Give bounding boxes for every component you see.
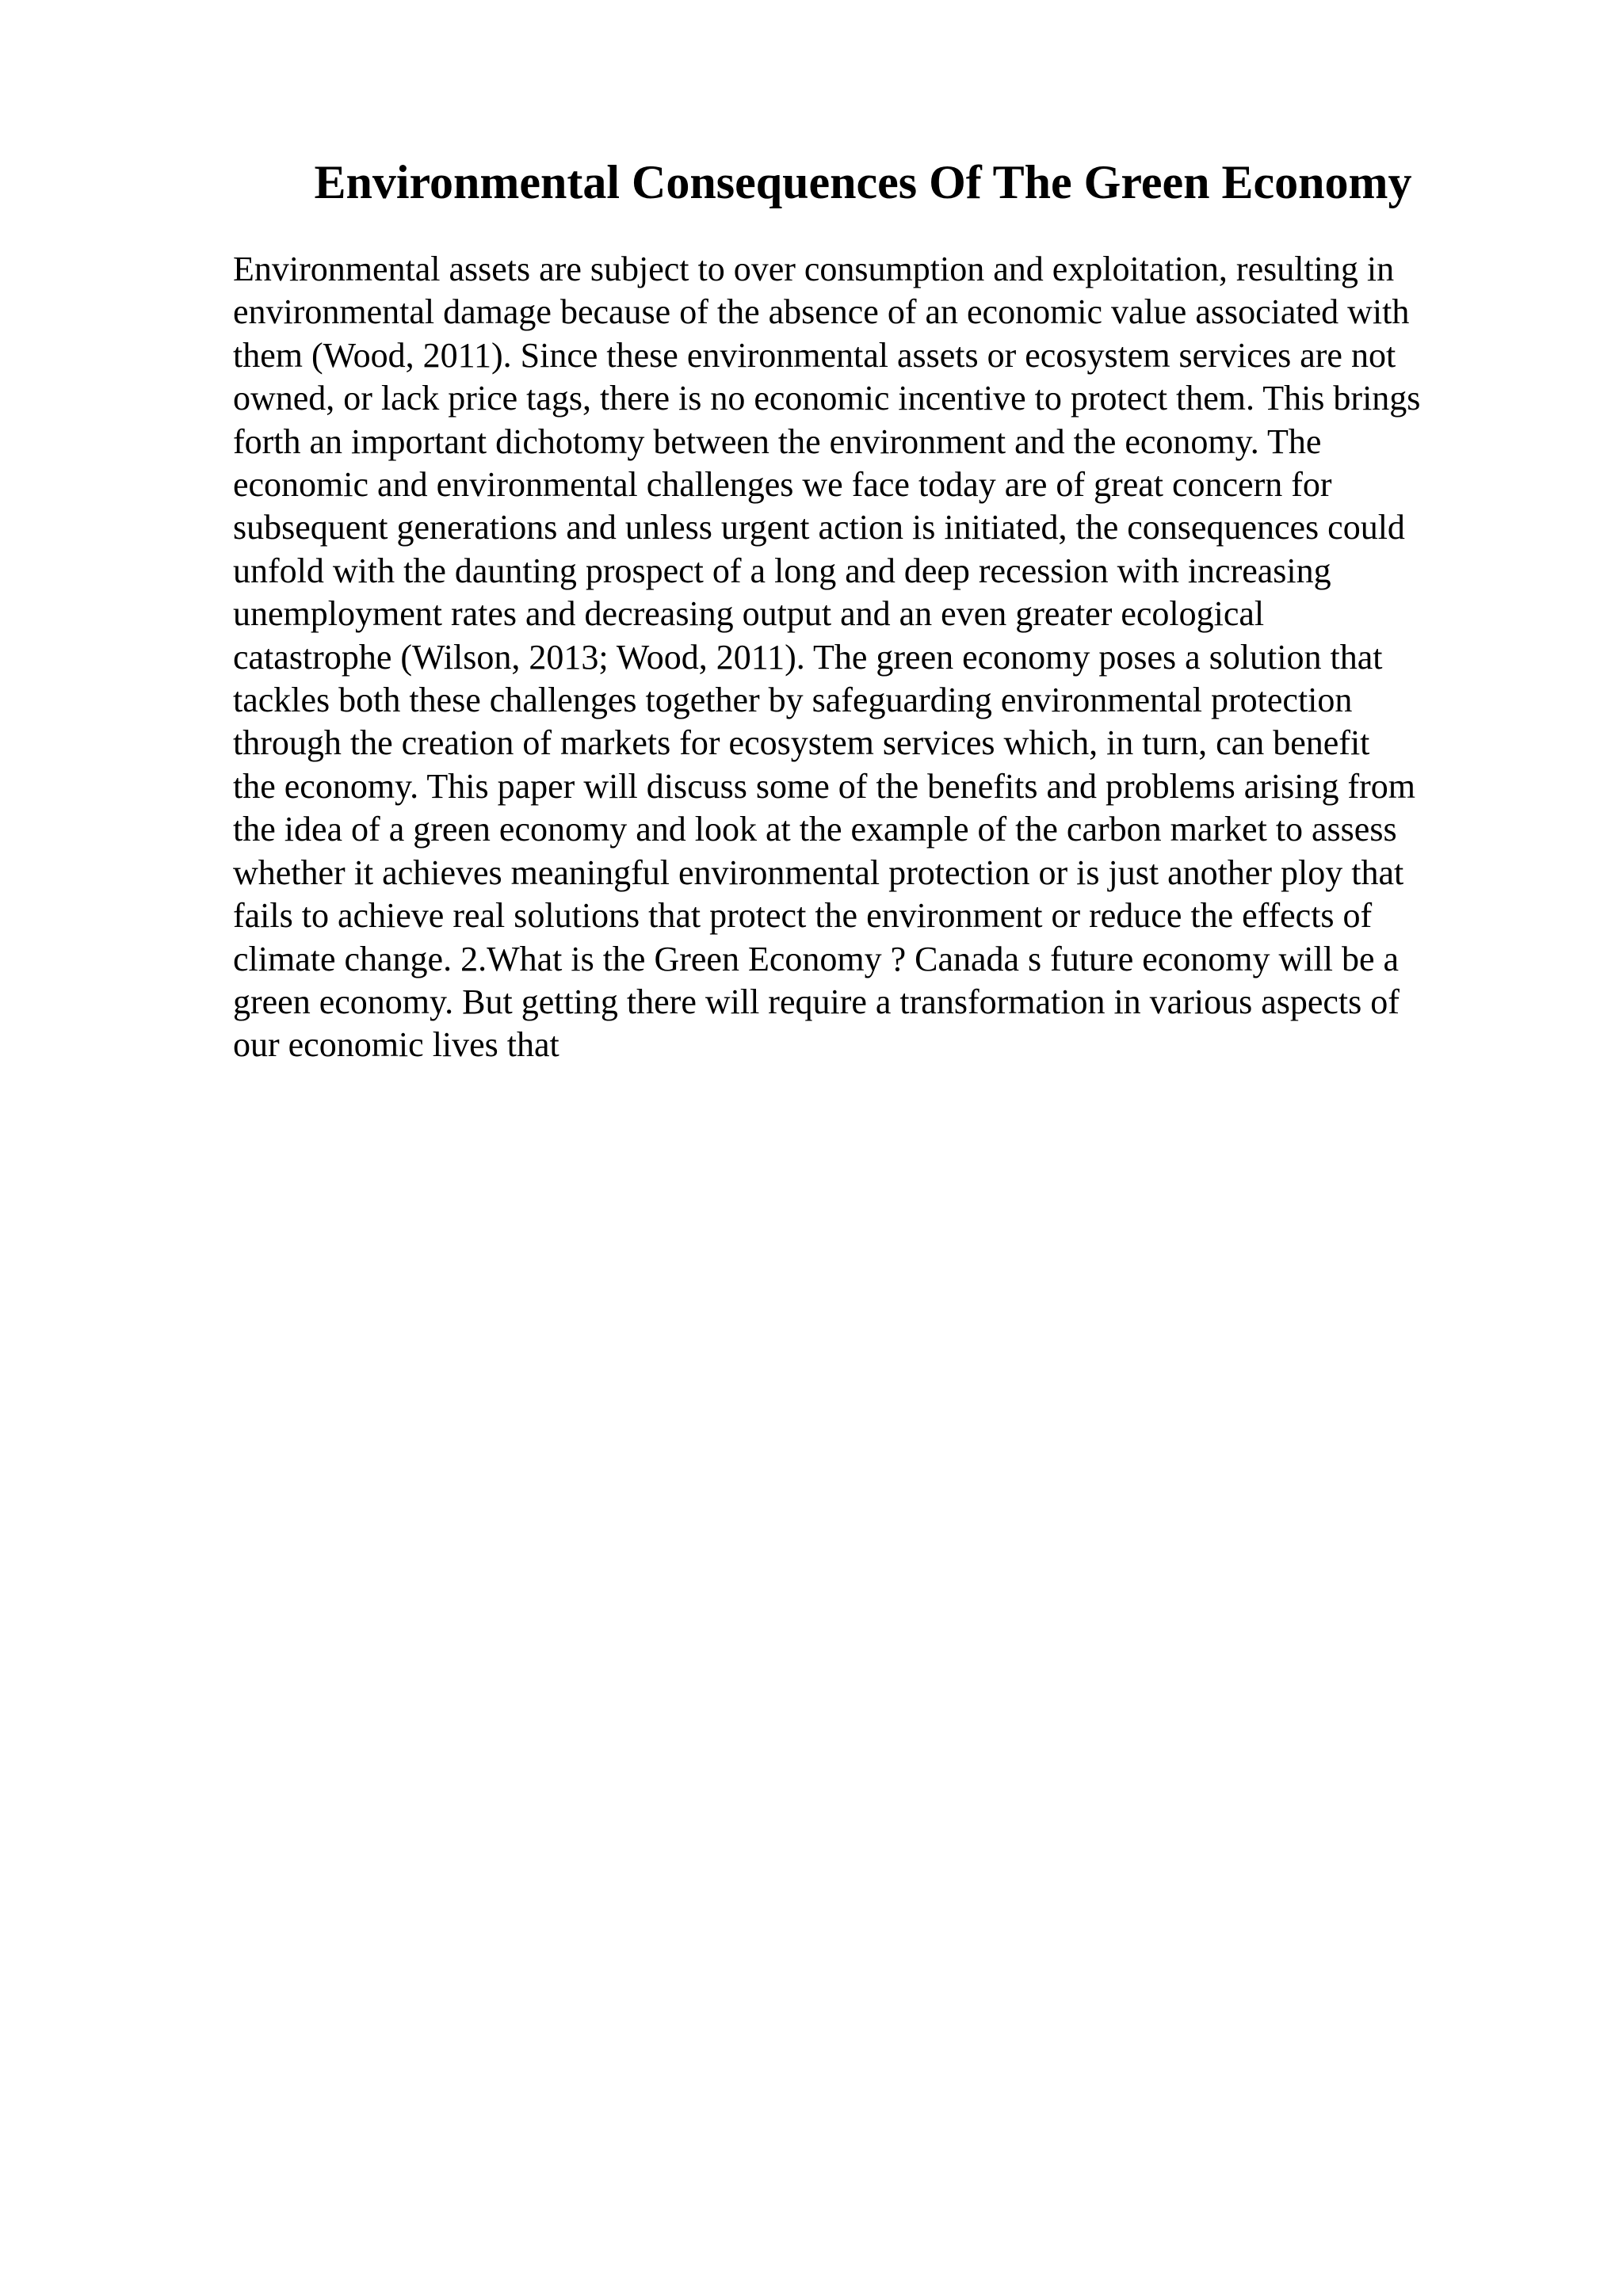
body-line: catastrophe (Wilson, 2013; Wood, 2011). The green economy poses a solution that xyxy=(233,637,1383,677)
body-line: fails to achieve real solutions that protect the environment or reduce the effects of xyxy=(233,896,1373,936)
body-paragraph xyxy=(233,248,1514,1067)
body-line: unfold with the daunting prospect of a long and deep recession with increasing xyxy=(233,551,1331,590)
body-line: the idea of a green economy and look at the example of the carbon market to assess xyxy=(233,810,1397,849)
body-line: Environmental assets are subject to over consumption and exploitation, resulting in xyxy=(233,250,1395,288)
body-line: our economic lives that xyxy=(233,1025,559,1065)
body-line: subsequent generations and unless urgent action is initiated, the consequences could xyxy=(233,508,1405,547)
body-line: them (Wood, 2011). Since these environmental assets or ecosystem services are not xyxy=(233,335,1396,375)
body-line: green economy. But getting there will require a transformation in various aspects of xyxy=(233,982,1400,1021)
body-line: whether it achieves meaningful environmental protection or is just another ploy that xyxy=(233,852,1404,892)
document-title: Environmental Consequences Of The Green Economy xyxy=(314,156,1412,208)
body-line: tackles both these challenges together by safeguarding environmental protection xyxy=(233,681,1353,720)
body-line: unemployment rates and decreasing output and an even greater ecological xyxy=(233,594,1265,634)
body-line: economic and environmental challenges we face today are of great concern for xyxy=(233,465,1332,505)
body-line: climate change. 2.What is the Green Economy ? Canada s future economy will be a xyxy=(233,939,1400,978)
body-line: the economy. This paper will discuss some of the benefits and problems arising from xyxy=(233,766,1416,806)
body-line: through the creation of markets for ecosystem services which, in turn, can benefit xyxy=(233,723,1370,763)
body-line: owned, or lack price tags, there is no economic incentive to protect them. This brings xyxy=(233,379,1421,418)
body-line: forth an important dichotomy between the environment and the economy. The xyxy=(233,421,1322,461)
body-line: environmental damage because of the absence of an economic value associated with xyxy=(233,292,1410,332)
